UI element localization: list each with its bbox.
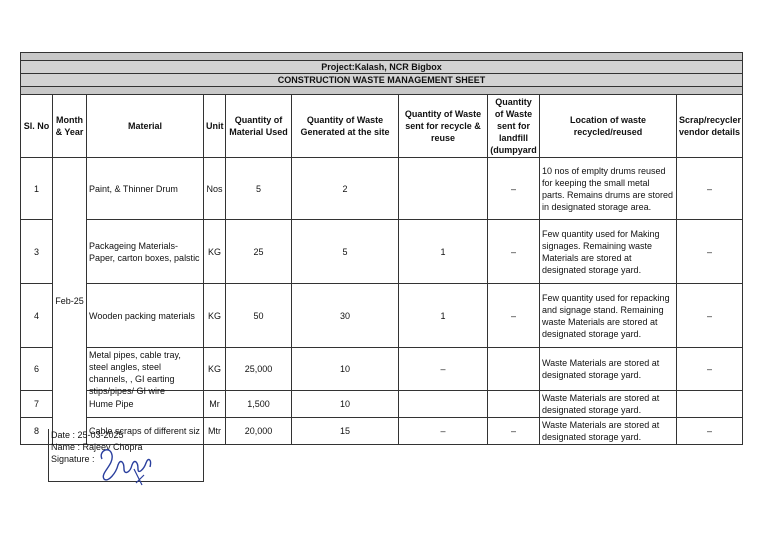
- cell-material: Hume Pipe: [87, 391, 204, 418]
- top-band: [21, 53, 743, 61]
- cell-location: Waste Materials are stored at designated storage yard.: [540, 348, 677, 391]
- date-text: Date : 25-03-2025: [51, 430, 124, 440]
- table-row: [21, 348, 743, 391]
- cell-vendor: –: [677, 220, 743, 284]
- cell-landfill: –: [488, 158, 540, 220]
- cell-unit: KG: [204, 348, 226, 391]
- cell-generated: 10: [292, 391, 399, 418]
- col-qty-used: Quantity of Material Used: [226, 95, 292, 158]
- cell-vendor: –: [677, 348, 743, 391]
- cell-location: 10 nos of emplty drums reused for keeping the small metal parts. Remains drums are stored in designated storage area.: [540, 158, 677, 220]
- name-text: Name : Rajeev Chopra: [51, 442, 143, 452]
- cell-recycle: –: [399, 348, 488, 391]
- cell-sl: 6: [21, 348, 53, 391]
- cell-material: Wooden packing materials: [87, 284, 204, 348]
- cell-used: 5: [226, 158, 292, 220]
- cell-material: Cable scraps of different siz: [87, 418, 204, 445]
- cell-sl: 3: [21, 220, 53, 284]
- cell-unit: KG: [204, 220, 226, 284]
- cell-material: Packageing Materials-Paper, carton boxes, palstic: [87, 220, 204, 284]
- signature-block: [48, 429, 204, 482]
- cell-generated: 2: [292, 158, 399, 220]
- cell-recycle: 1: [399, 284, 488, 348]
- cell-unit: Mr: [204, 391, 226, 418]
- sheet-title: CONSTRUCTION WASTE MANAGEMENT SHEET: [21, 74, 743, 87]
- table-row: [21, 158, 743, 220]
- cell-landfill: –: [488, 418, 540, 445]
- cell-generated: 15: [292, 418, 399, 445]
- cell-vendor: –: [677, 158, 743, 220]
- cell-location: Waste Materials are stored at designated storage yard.: [540, 418, 677, 445]
- cell-recycle: –: [399, 418, 488, 445]
- cell-material: [87, 348, 204, 396]
- cell-generated: 10: [292, 348, 399, 391]
- cell-location: Few quantity used for Making signages. Remaining waste Materials are stored at designated storage yard.: [540, 220, 677, 284]
- col-unit: Unit: [204, 95, 226, 158]
- cell-used: 20,000: [226, 418, 292, 445]
- col-qty-landfill: Quantity of Waste sent for landfill (dumpyard: [488, 95, 540, 158]
- cell-landfill: –: [488, 284, 540, 348]
- project-title: Project:Kalash, NCR Bigbox: [21, 61, 743, 74]
- signature-label: Signature :: [51, 454, 95, 464]
- cell-sl: 8: [21, 418, 53, 445]
- cell-sl: 1: [21, 158, 53, 220]
- cell-location: Waste Materials are stored at designated storage yard.: [540, 391, 677, 418]
- cell-vendor: –: [677, 284, 743, 348]
- cell-unit: Nos: [204, 158, 226, 220]
- table-row: [21, 284, 743, 348]
- header-band: [21, 87, 743, 95]
- header-row: [21, 95, 743, 158]
- cell-material: Paint, & Thinner Drum: [87, 158, 204, 220]
- cell-recycle: 1: [399, 220, 488, 284]
- cell-sl: 4: [21, 284, 53, 348]
- col-location: Location of waste recycled/reused: [540, 95, 677, 158]
- cell-sl: 7: [21, 391, 53, 418]
- cell-used: 50: [226, 284, 292, 348]
- cell-vendor: [677, 391, 743, 418]
- col-material: Material: [87, 95, 204, 158]
- table-row: [21, 220, 743, 284]
- cell-landfill: [488, 348, 540, 391]
- col-vendor: Scrap/recycler vendor details: [677, 95, 743, 158]
- waste-table: [20, 52, 743, 445]
- cell-unit: KG: [204, 284, 226, 348]
- col-qty-recycle: Quantity of Waste sent for recycle & reuse: [399, 95, 488, 158]
- col-qty-generated: Quantity of Waste Generated at the site: [292, 95, 399, 158]
- cell-recycle: [399, 158, 488, 220]
- cell-vendor: –: [677, 418, 743, 445]
- cell-used: 1,500: [226, 391, 292, 418]
- waste-sheet: [20, 52, 742, 445]
- signature-scribble: [94, 439, 154, 487]
- col-month-year: Month & Year: [53, 95, 87, 158]
- cell-used: 25: [226, 220, 292, 284]
- cell-generated: 30: [292, 284, 399, 348]
- cell-location: Few quantity used for repacking and signage stand. Remaining waste Materials are stored at designated storage yard.: [540, 284, 677, 348]
- cell-month: Feb-25: [53, 158, 87, 445]
- cell-recycle: [399, 391, 488, 418]
- material-text: Metal pipes, cable tray, steel angles, steel channels, , GI earting stips/pipes/ GI wire: [89, 350, 181, 396]
- cell-unit: Mtr: [204, 418, 226, 445]
- cell-generated: 5: [292, 220, 399, 284]
- cell-used: 25,000: [226, 348, 292, 391]
- cell-landfill: –: [488, 220, 540, 284]
- cell-landfill: [488, 391, 540, 418]
- col-sl-no: Sl. No: [21, 95, 53, 158]
